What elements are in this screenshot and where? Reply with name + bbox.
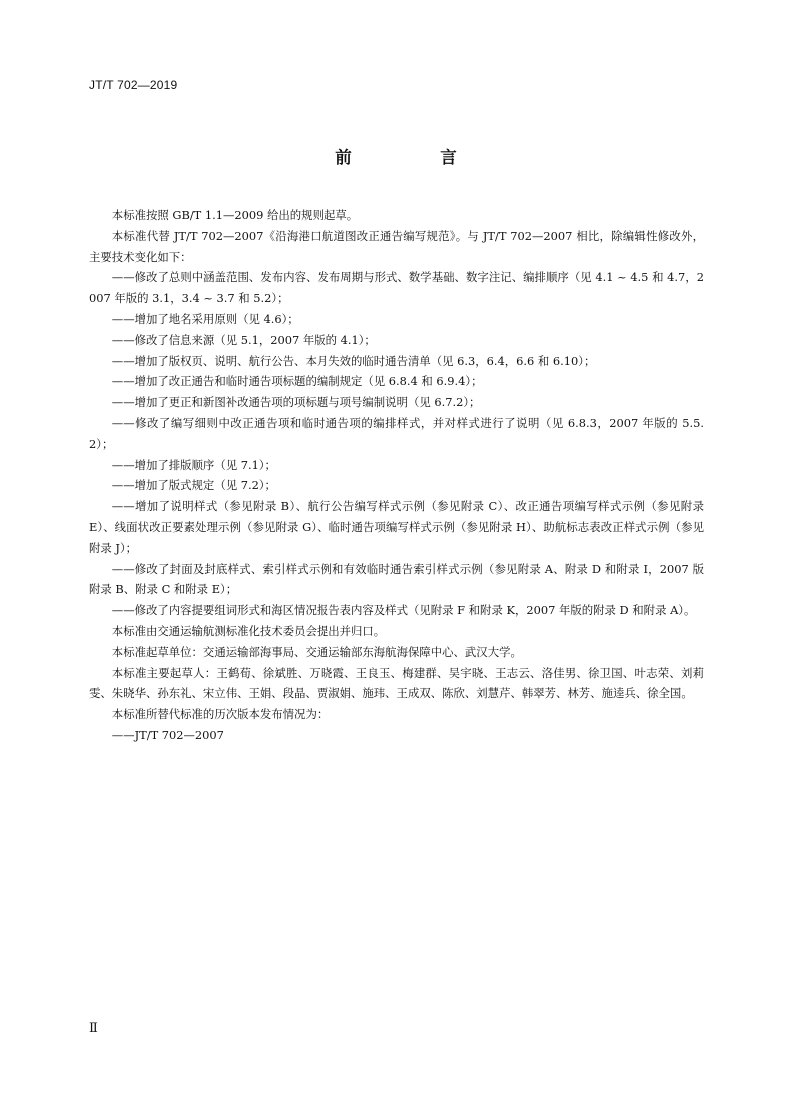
list-item: ——增加了说明样式（参见附录 B）、航行公告编写样式示例（参见附录 C）、改正通告项编写样式示例（参见附录 E）、线面状改正要素处理示例（参见附录 G）、临时通告项编写样式示例（参见附录 H）、助航标志表改正样式示例（参见附录 J）；	[89, 499, 704, 555]
paragraph: 本标准由交通运输航测标准化技术委员会提出并归口。	[111, 623, 386, 638]
list-item: ——修改了内容提要组词形式和海区情况报告表内容及样式（见附录 F 和附录 K，2007 年版的附录 D 和附录 A）。	[111, 603, 696, 618]
list-item: ——修改了信息来源（见 5.1，2007 年版的 4.1）；	[111, 332, 376, 347]
document-code: JT/T 702—2019	[89, 78, 178, 92]
list-item: ——增加了地名采用原则（见 4.6）；	[111, 311, 299, 326]
page-number: Ⅱ	[89, 1021, 98, 1036]
paragraph: 本标准起草单位：交通运输部海事局、交通运输部东海航海保障中心、武汉大学。	[111, 644, 522, 659]
list-item: ——增加了更正和新图补改通告项的项标题与项号编制说明（见 6.7.2）；	[111, 395, 481, 410]
paragraph: 本标准按照 GB/T 1.1—2009 给出的规则起草。	[111, 208, 359, 222]
list-item: ——增加了版权页、说明、航行公告、本月失效的临时通告清单（见 6.3，6.4，6.6 和 6.10）；	[111, 353, 596, 368]
page-title: 前 言	[335, 148, 493, 167]
list-item: ——JT/T 702—2007	[111, 727, 224, 742]
list-item: ——修改了编写细则中改正通告项和临时通告项的编排样式，并对样式进行了说明（见 6.8.3，2007 年版的 5.5.2）；	[89, 415, 704, 451]
paragraph: 本标准所替代标准的历次版本发布情况为：	[111, 707, 329, 722]
list-item: ——增加了改正通告和临时通告项标题的编制规定（见 6.8.4 和 6.9.4）；	[111, 374, 483, 389]
list-item: ——修改了总则中涵盖范围、发布内容、发布周期与形式、数学基础、数字注记、编排顺序（见 4.1 ~ 4.5 和 4.7，2007 年版的 3.1，3.4 ~ 3.7 和 5.2）；	[89, 270, 704, 306]
paragraph: 本标准代替 JT/T 702—2007《沿海港口航道图改正通告编写规范》。与 JT/T 702—2007 相比，除编辑性修改外，主要技术变化如下：	[89, 228, 704, 264]
list-item: ——增加了排版顺序（见 7.1）；	[111, 457, 276, 472]
list-item: ——增加了版式规定（见 7.2）；	[111, 478, 276, 493]
list-item: ——修改了封面及封底样式、索引样式示例和有效临时通告索引样式示例（参见附录 A、附录 D 和附录 I，2007 版附录 B、附录 C 和附录 E）；	[89, 561, 704, 597]
foreword-body	[89, 205, 704, 746]
paragraph: 本标准主要起草人：王鹤荀、徐斌胜、万晓霞、王良玉、梅建群、吴宇晓、王志云、洛佳男、徐卫国、叶志荣、刘莉雯、朱晓华、孙东礼、宋立伟、王娟、段晶、贾淑娟、施玮、王成双、陈欣、刘慧芹、韩翠芳、林芳、施逵兵、徐全国。	[89, 665, 704, 701]
